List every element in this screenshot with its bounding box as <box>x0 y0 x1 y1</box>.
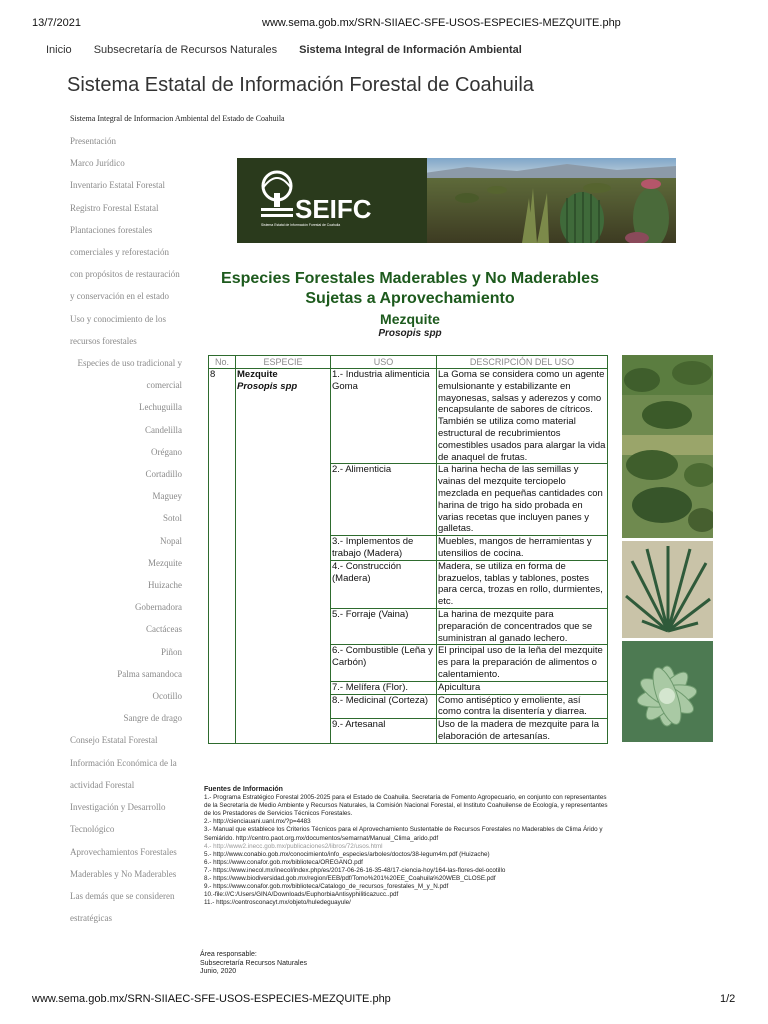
sidebar-subitem-sotol[interactable]: Sotol <box>162 513 182 524</box>
sidebar-subitem-sangre-drago[interactable]: Sangre de drago <box>123 713 182 724</box>
cell-desc: La Goma se considera como un agente emulsionante y estabilizante en mayonesas, salsas y aderezos y como encapsulante de sabores de cítricos. También se utiliza como material estructural de recubrimientos comestibles usados para alargar la vida de anaquel de frutas. <box>437 369 608 464</box>
sidebar-item-uso-conocimiento[interactable]: Uso y conocimiento de los <box>70 313 166 324</box>
area-date: Junio, 2020 <box>200 968 237 976</box>
species-name: Mezquite <box>380 311 440 327</box>
sidebar-item-consejo[interactable]: Consejo Estatal Forestal <box>70 735 158 746</box>
sidebar-subitem-especies[interactable]: Especies de uso tradicional y <box>77 358 182 369</box>
uses-table <box>208 355 608 744</box>
side-photo-landscape <box>622 355 713 538</box>
print-url-bottom: www.sema.gob.mx/SRN-SIIAEC-SFE-USOS-ESPECIES-MEZQUITE.php <box>32 993 391 1005</box>
source-item[interactable]: 2.- http://cienciauani.uanl.mx/?p=4483 <box>204 818 311 826</box>
sidebar-item-registro[interactable]: Registro Forestal Estatal <box>70 202 159 213</box>
cell-uso: 6.- Combustible (Leña y Carbón) <box>331 645 437 681</box>
top-nav <box>46 44 544 56</box>
print-url-top: www.sema.gob.mx/SRN-SIIAEC-SFE-USOS-ESPECIES-MEZQUITE.php <box>262 17 621 29</box>
page-heading-line2: Sujetas a Aprovechamiento <box>305 290 515 307</box>
sidebar-item-plantaciones[interactable]: y conservación en el estado <box>70 291 169 302</box>
area-label: Área responsable: <box>200 951 257 958</box>
source-item[interactable]: 11.- https://centrosconacyt.mx/objeto/huledeguayule/ <box>204 899 351 907</box>
sidebar-item-investigacion[interactable]: Investigación y Desarrollo <box>70 802 166 813</box>
cell-desc: Como antiséptico y emoliente, así como contra la disentería y diarrea. <box>437 694 608 719</box>
sidebar-subitem-oregano[interactable]: Orégano <box>151 446 182 457</box>
source-item[interactable]: 3.- Manual que establece los Criterios Técnicos para el Aprovechamiento Sustentable de Recursos Forestales no Maderables de Clima Árido y Semiárido. http://centro.paot.org.mx/documentos/semarnat/Manual_Clima_arido.pdf <box>204 826 603 842</box>
sidebar-subitem-especies[interactable]: comercial <box>146 380 182 391</box>
print-date: 13/7/2021 <box>32 17 81 29</box>
sidebar-item-plantaciones[interactable]: con propósitos de restauración <box>70 269 180 280</box>
table-row <box>209 369 608 464</box>
sidebar-subitem-mezquite[interactable]: Mezquite <box>148 557 182 568</box>
print-page-number: 1/2 <box>720 993 736 1005</box>
nav-subsecretaria-link[interactable]: Subsecretaría de Recursos Naturales <box>93 44 278 56</box>
sources-title: Fuentes de Información <box>204 786 283 793</box>
area-dept: Subsecretaría Recursos Naturales <box>200 959 307 967</box>
cell-desc: Madera, se utiliza en forma de brazuelos, tablas y tablones, postes para cerca, trozas en rollo, durmientes, etc. <box>437 560 608 608</box>
cell-especie-common: Mezquite <box>237 369 278 380</box>
sidebar-item-inventario[interactable]: Inventario Estatal Forestal <box>70 180 165 191</box>
sidebar-subitem-lechuguilla[interactable]: Lechuguilla <box>139 402 182 413</box>
source-item[interactable]: 9.- https://www.conafor.gob.mx/biblioteca/Catalogo_de_recursos_forestales_M_y_N.pdf <box>204 883 449 891</box>
source-item[interactable]: 4.- http://www2.inecc.gob.mx/publicaciones2/libros/72/usos.html <box>204 842 383 850</box>
sidebar-subitem-huizache[interactable]: Huizache <box>148 580 182 591</box>
sidebar-subitem-maguey[interactable]: Maguey <box>152 491 182 502</box>
cell-desc: La harina de mezquite para preparación de concentrados que se suministran al ganado lechero. <box>437 608 608 644</box>
sidebar-item-plantaciones[interactable]: comerciales y reforestación <box>70 247 169 258</box>
responsible-area <box>200 951 307 977</box>
cell-uso: 4.- Construcción (Madera) <box>331 560 437 608</box>
source-item[interactable]: 6.- https://www.conafor.gob.mx/biblioteca/OREGANO.pdf <box>204 858 363 866</box>
cell-especie-sci: Prosopis spp <box>237 380 298 392</box>
sidebar-subitem-gobernadora[interactable]: Gobernadora <box>135 602 182 613</box>
cell-desc: Muebles, mangos de herramientas y utensilios de cocina. <box>437 536 608 561</box>
banner-logo-text: SEIFC <box>295 194 372 224</box>
source-item[interactable]: 10.-file:///C:/Users/GINA/Downloads/EuphorbiaAntisyphiliticazucc..pdf <box>204 891 399 899</box>
sidebar-item-aprovechamientos[interactable]: Maderables y No Maderables <box>70 868 177 879</box>
sidebar-subitem-nopal[interactable]: Nopal <box>160 535 182 546</box>
sidebar-item-uso-conocimiento[interactable]: recursos forestales <box>70 335 137 346</box>
cell-uso: 3.- Implementos de trabajo (Madera) <box>331 536 437 561</box>
cell-desc: El principal uso de la leña del mezquite es para la preparación de alimentos o calentamiento. <box>437 645 608 681</box>
cell-uso: 1.- Industria alimenticia Goma <box>331 369 437 464</box>
nav-sistema-link[interactable]: Sistema Integral de Información Ambiental <box>299 44 522 56</box>
cell-desc: Apicultura <box>437 681 608 694</box>
page-heading-line1: Especies Forestales Maderables y No Maderables <box>221 270 599 287</box>
site-title: Sistema Estatal de Información Forestal de Coahuila <box>67 74 534 96</box>
col-header-especie: ESPECIE <box>236 356 331 369</box>
side-photo-succulent <box>622 641 713 742</box>
cell-uso: 8.- Medicinal (Corteza) <box>331 694 437 719</box>
banner-logo-subtitle: Sistema Estatal de Información Forestal de Coahuila <box>261 223 341 227</box>
cell-desc: Uso de la madera de mezquite para la elaboración de artesanías. <box>437 719 608 744</box>
col-header-descripcion: DESCRIPCIÓN DEL USO <box>437 356 608 369</box>
sidebar-subitem-ocotillo[interactable]: Ocotillo <box>152 691 182 702</box>
page-heading <box>200 269 620 309</box>
source-item[interactable]: 5.- http://www.conabio.gob.mx/conocimiento/info_especies/arboles/doctos/38-legum4m.pdf (Huizache) <box>204 850 490 858</box>
sidebar-item-investigacion[interactable]: Tecnológico <box>70 824 115 835</box>
source-item[interactable]: 7.- https://www.inecol.mx/inecol/index.php/es/2017-06-26-16-35-48/17-ciencia-hoy/164-las-flores-del-ocotillo <box>204 866 506 874</box>
banner-landscape-image <box>237 158 676 243</box>
sidebar-subitem-pinon[interactable]: Piñon <box>160 646 182 657</box>
cell-uso: 7.- Melífera (Flor). <box>331 681 437 694</box>
sidebar-item-demas[interactable]: Las demás que se consideren <box>70 890 175 901</box>
side-photo-agave <box>622 541 713 638</box>
sidebar-item-info-economica[interactable]: Información Económica de la <box>70 757 177 768</box>
sidebar-item-plantaciones[interactable]: Plantaciones forestales <box>70 224 153 235</box>
col-header-uso: USO <box>331 356 437 369</box>
source-item[interactable]: 8.- https://www.biodiversidad.gob.mx/region/EEB/pdf/Tomo%201%20EE_Coahuila%20WEB_CLOSE.pdf <box>204 875 496 883</box>
sources-section <box>204 786 614 907</box>
succulent-photo-image <box>622 641 713 742</box>
nav-inicio-link[interactable]: Inicio <box>46 44 72 56</box>
agave-photo-image <box>622 541 713 638</box>
sidebar-item-demas[interactable]: estratégicas <box>70 913 112 924</box>
seifc-banner <box>237 158 676 243</box>
sidebar-subitem-candelilla[interactable]: Candelilla <box>145 424 182 435</box>
sidebar-subitem-cortadillo[interactable]: Cortadillo <box>145 469 182 480</box>
cell-desc: La harina hecha de las semillas y vainas del mezquite terciopelo mezclada en pequeñas cantidades con harina de trigo ha sido probada en varias recetas que incluyen panes y galletas. <box>437 464 608 536</box>
sidebar-subitem-palma[interactable]: Palma samandoca <box>117 668 182 679</box>
col-header-no: No. <box>209 356 236 369</box>
breadcrumb[interactable]: Sistema Integral de Informacion Ambiental del Estado de Coahuila <box>70 114 285 123</box>
sidebar <box>70 130 182 929</box>
cell-uso: 2.- Alimenticia <box>331 464 437 536</box>
sidebar-item-aprovechamientos[interactable]: Aprovechamientos Forestales <box>70 846 177 857</box>
sidebar-item-info-economica[interactable]: actividad Forestal <box>70 779 135 790</box>
landscape-photo-image <box>622 355 713 538</box>
species-scientific-name: Prosopis spp <box>378 328 442 339</box>
cell-uso: 9.- Artesanal <box>331 719 437 744</box>
source-item: 1.- Programa Estratégico Forestal 2005-2025 para el Estado de Coahuila. Secretaría de Fomento Agropecuario, en conjunto con representantes de la Secretaría de Medio Ambiente y Recursos Naturales, la Comisión Nacional Forestal, el Instituto Coahuilense de Ecología, y representantes de los Prestadores de Servicios Técnicos Forestales. <box>204 794 608 818</box>
cell-no: 8 <box>209 369 236 744</box>
sidebar-subitem-cactaceas[interactable]: Cactáceas <box>146 624 182 635</box>
sidebar-item-presentacion[interactable]: Presentación <box>70 136 116 146</box>
cell-especie <box>236 369 331 744</box>
cell-uso: 5.- Forraje (Vaina) <box>331 608 437 644</box>
sidebar-item-marco-juridico[interactable]: Marco Jurídico <box>70 158 125 169</box>
